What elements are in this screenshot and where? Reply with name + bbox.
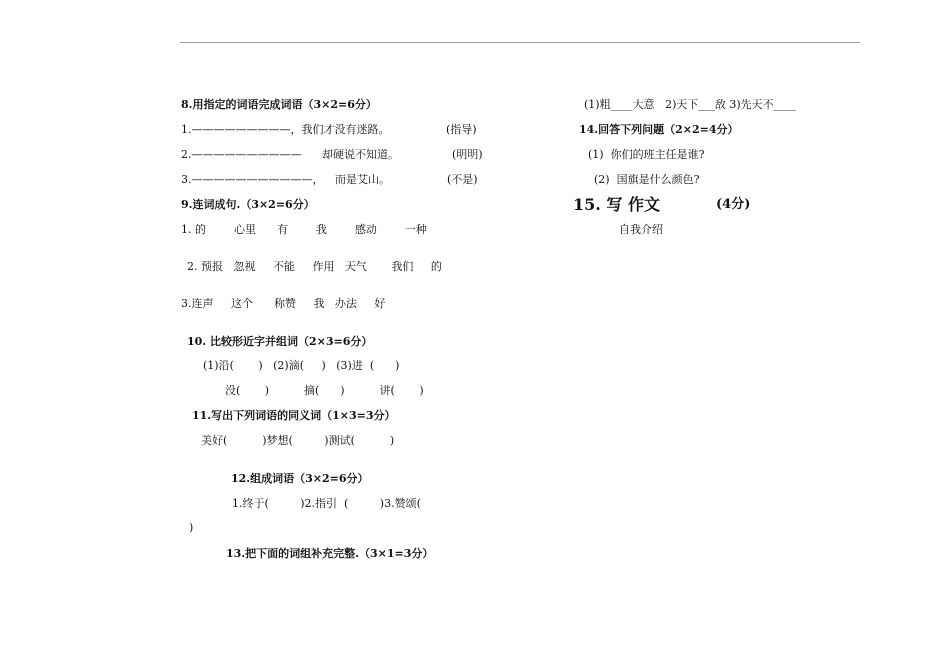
q9-title: 9.连词成句.（3×2=6分） [181, 198, 315, 211]
q10-title: 10. 比较形近字并组词（2×3=6分） [187, 335, 373, 348]
q11-row: 美好( )梦想( )测试( ) [201, 434, 395, 447]
q14-item-1: (1) 你们的班主任是谁? [588, 148, 705, 161]
q15-title: 15. 写 作文 [573, 195, 660, 214]
q8-tail-3: 而是艾山。 [335, 173, 390, 186]
q12-close: ) [189, 521, 194, 534]
q8-tail-2: 却硬说不知道。 [322, 148, 399, 161]
q13-title: 13.把下面的词组补充完整.（3×1=3分） [226, 547, 434, 560]
q8-hint-1: (指导) [446, 123, 477, 136]
q10-row-2: 没( ) 摘( ) 讲( ) [225, 384, 424, 397]
q8-item-2: 2.—————————— [181, 148, 302, 161]
q8-hint-2: (明明) [452, 148, 483, 161]
q14-item-2: (2) 国旗是什么颜色? [594, 173, 700, 186]
q14-title: 14.回答下列问题（2×2=4分） [579, 123, 739, 136]
q8-hint-3: (不是) [447, 173, 478, 186]
header-rule [180, 42, 860, 43]
q15-points: (4分) [716, 197, 751, 212]
q15-topic: 自我介绍 [619, 223, 663, 236]
q12-title: 12.组成词语（3×2=6分） [231, 472, 369, 485]
q8-title: 8.用指定的词语完成词语（3×2=6分） [181, 98, 377, 111]
q9-item-1: 1. 的 心里 有 我 感动 一种 [181, 223, 427, 236]
q9-item-3: 3.连声 这个 称赞 我 办法 好 [181, 297, 386, 310]
q8-item-1: 1.—————————，我们才没有迷路。 [181, 123, 390, 136]
q12-row: 1.终于( )2.指引 ( )3.赞颂( [232, 497, 421, 510]
q8-item-3: 3.———————————， [181, 173, 324, 186]
q11-title: 11.写出下列词语的同义词（1×3=3分） [192, 409, 396, 422]
q10-row-1: (1)沿( ) (2)滴( ) (3)进 ( ) [203, 359, 400, 372]
q13-items: (1)粗____大意 2)天下___敌 3)先天不____ [584, 98, 796, 111]
q9-item-2: 2. 预报 忽视 不能 作用 天气 我们 的 [187, 260, 442, 273]
